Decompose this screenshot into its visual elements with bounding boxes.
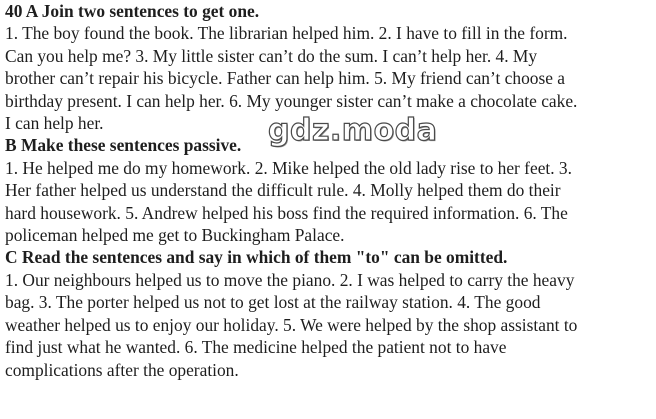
exercise-c-line: complications after the operation. xyxy=(5,359,239,380)
exercise-a-line: brother can’t repair his bicycle. Father can help him. 5. My friend can’t choose a xyxy=(5,68,566,89)
exercise-a-line: 1. The boy found the book. The librarian helped him. 2. I have to fill in the form. xyxy=(5,23,568,44)
exercise-b-line: Her father helped us understand the difficult rule. 4. Molly helped them do their xyxy=(5,180,561,201)
exercise-text xyxy=(5,0,651,381)
watermark-logo: gdz.moda xyxy=(268,113,438,148)
exercise-a-line: Can you help me? 3. My little sister can’t do the sum. I can’t help her. 4. My xyxy=(5,45,538,66)
exercise-b-line: policeman helped me get to Buckingham Palace. xyxy=(5,225,345,246)
exercise-a-line: I can help her. xyxy=(5,113,104,134)
exercise-c-heading: C Read the sentences and say in which of them "to" can be omitted. xyxy=(5,247,508,268)
exercise-c-line: bag. 3. The porter helped us not to get lost at the railway station. 4. The good xyxy=(5,292,541,313)
exercise-a-heading: 40 A Join two sentences to get one. xyxy=(5,1,260,21)
exercise-a-line: birthday present. I can help her. 6. My younger sister can’t make a chocolate cake. xyxy=(5,90,578,111)
exercise-b-line: 1. He helped me do my homework. 2. Mike helped the old lady rise to her feet. 3. xyxy=(5,157,572,178)
exercise-b-heading: B Make these sentences passive. xyxy=(5,135,242,156)
exercise-c-line: find just what he wanted. 6. The medicine helped the patient not to have xyxy=(5,337,507,358)
exercise-c-line: weather helped us to enjoy our holiday. 5. We were helped by the shop assistant to xyxy=(5,314,578,335)
exercise-c-line: 1. Our neighbours helped us to move the piano. 2. I was helped to carry the heavy xyxy=(5,269,575,290)
exercise-b-line: hard housework. 5. Andrew helped his boss find the required information. 6. The xyxy=(5,202,568,223)
